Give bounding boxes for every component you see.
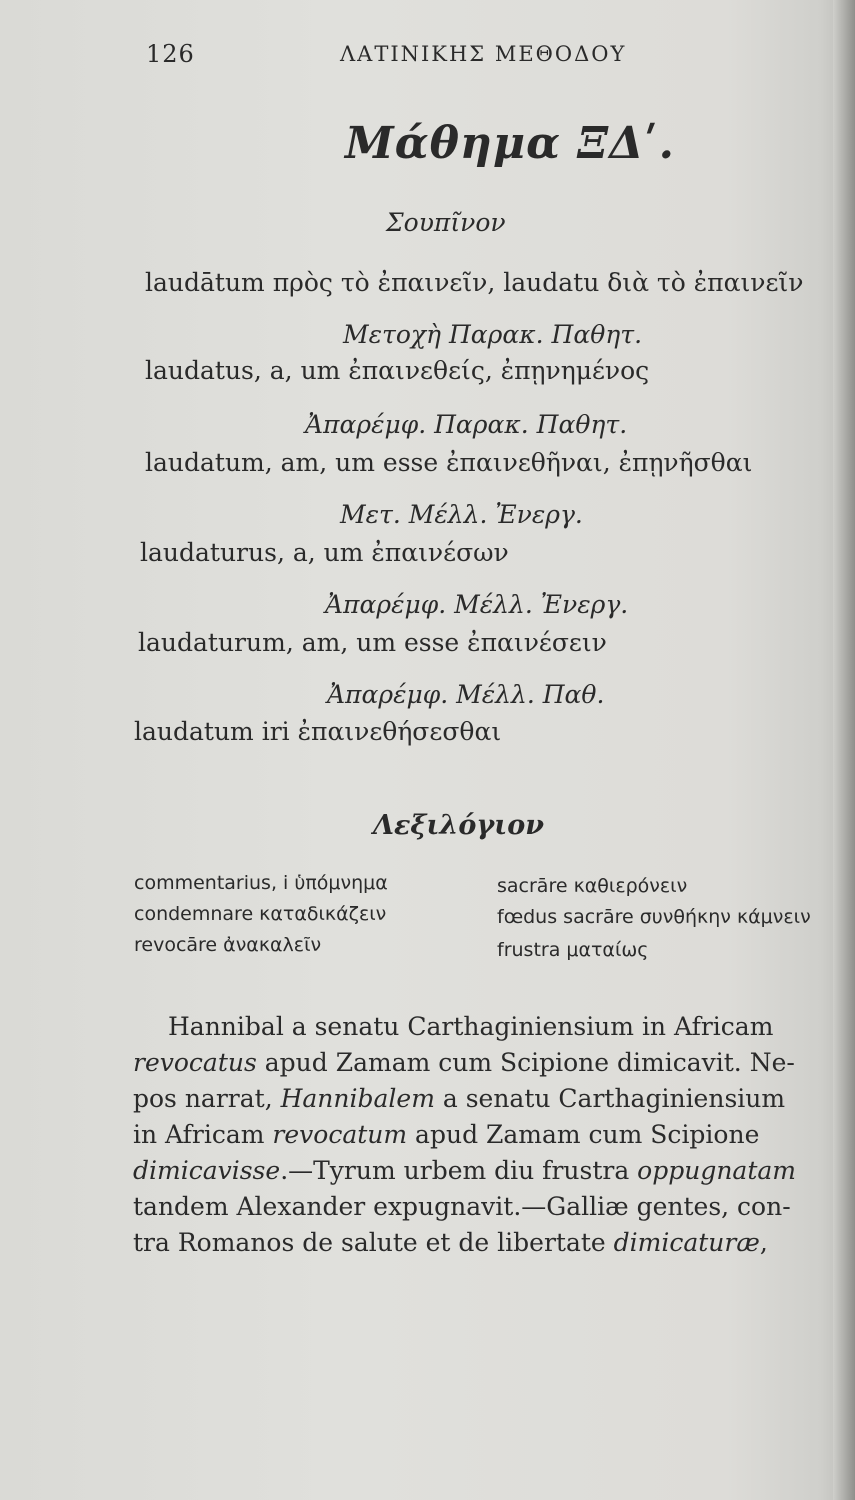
text-span: , <box>759 1228 768 1257</box>
vocabulary-entry: commentarius, i ὑπόμνημα <box>134 872 388 894</box>
page-edge-shadow <box>833 0 855 1500</box>
conjugation-line: laudatum, am, um esse ἐπαινεθῆναι, ἐπῃνῆσθαι <box>145 448 753 477</box>
vocabulary-entry: frustra ματαίως <box>497 939 649 961</box>
paragraph-line <box>133 1156 853 1185</box>
paragraph-line <box>133 1120 853 1149</box>
conjugation-label: Ἀπαρέμφ. Μέλλ. Ἐνεργ. <box>325 590 629 619</box>
paragraph-line <box>133 1228 853 1257</box>
conjugation-line: laudaturus, a, um ἐπαινέσων <box>140 538 509 567</box>
vocabulary-entry: condemnare καταδικάζειν <box>134 903 387 925</box>
italic-word: Hannibalem <box>280 1084 435 1113</box>
italic-word: dimicaturæ <box>613 1228 760 1257</box>
running-title: ΛΑΤΙΝΙΚΗΣ ΜΕΘΟΔΟΥ <box>340 42 627 66</box>
text-span: tandem Alexander expugnavit.—Galliæ gentes, con- <box>133 1192 791 1221</box>
conjugation-line: laudatum iri ἐπαινεθήσεσθαι <box>134 717 502 746</box>
italic-word: revocatum <box>272 1120 408 1149</box>
conjugation-line: laudatus, a, um ἐπαινεθείς, ἐπῃνημένος <box>145 356 650 385</box>
lesson-title: Μάθημα ΞΔʹ. <box>345 118 675 169</box>
conjugation-line: laudātum πρὸς τὸ ἐπαινεῖν, laudatu διὰ τὸ ἐπαινεῖν <box>145 268 804 297</box>
text-span: apud Zamam cum Scipione <box>407 1120 760 1149</box>
paragraph-line <box>133 1084 853 1113</box>
text-span: apud Zamam cum Scipione dimicavit. Ne- <box>256 1048 795 1077</box>
page-number: 126 <box>146 40 195 68</box>
paragraph-line <box>133 1192 853 1221</box>
conjugation-label: Ἀπαρέμφ. Παρακ. Παθητ. <box>305 410 628 439</box>
vocabulary-entry: revocāre ἀνακαλεῖν <box>134 934 322 956</box>
paragraph-line <box>168 1012 855 1041</box>
paragraph-line <box>133 1048 853 1077</box>
italic-word: revocatus <box>133 1048 257 1077</box>
text-span: .—Tyrum urbem diu frustra <box>280 1156 638 1185</box>
vocabulary-entry: fœdus sacrāre συνθήκην κάμνειν <box>497 906 811 928</box>
text-span: Hannibal a senatu Carthaginiensium in Africam <box>168 1012 774 1041</box>
conjugation-line: laudaturum, am, um esse ἐπαινέσειν <box>138 628 607 657</box>
conjugation-label: Μετοχὴ Παρακ. Παθητ. <box>343 320 643 349</box>
text-span: pos narrat, <box>133 1084 281 1113</box>
conjugation-label: Ἀπαρέμφ. Μέλλ. Παθ. <box>327 680 605 709</box>
section-label: Σουπῖνον <box>386 208 506 237</box>
italic-word: oppugnatam <box>637 1156 796 1185</box>
text-span: tra Romanos de salute et de libertate <box>133 1228 614 1257</box>
text-span: a senatu Carthaginiensium <box>434 1084 786 1113</box>
vocabulary-title: Λεξιλόγιον <box>373 810 544 841</box>
vocabulary-entry: sacrāre καθιερόνειν <box>497 875 688 897</box>
italic-word: dimicavisse <box>133 1156 281 1185</box>
conjugation-label: Μετ. Μέλλ. Ἐνεργ. <box>340 500 583 529</box>
text-span: in Africam <box>133 1120 273 1149</box>
